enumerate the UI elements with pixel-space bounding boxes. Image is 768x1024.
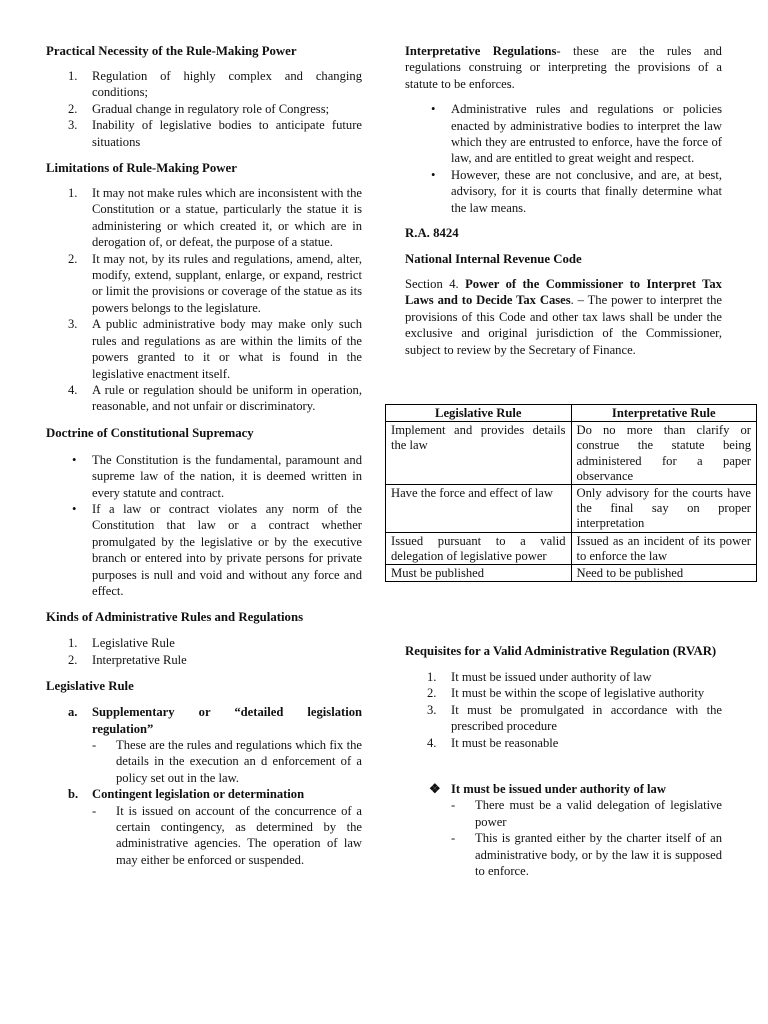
heading-constitutional-supremacy: Doctrine of Constitutional Supremacy bbox=[46, 425, 254, 440]
legislative-rule-a: a. Supplementary or “detailed legislation regulation” bbox=[68, 705, 362, 736]
kinds-list bbox=[46, 635, 362, 668]
heading-ra-8424: R.A. 8424 bbox=[405, 226, 459, 241]
heading-practical-necessity: Practical Necessity of the Rule-Making Power bbox=[46, 44, 297, 58]
table-row: Issued pursuant to a valid delegation of legislative power Issued as an incident of its power to enforce the law bbox=[386, 532, 757, 564]
list-item: 1. It must be issued under authority of law bbox=[427, 670, 652, 684]
practical-necessity-list bbox=[46, 68, 362, 150]
requisites-list bbox=[405, 669, 722, 751]
heading-nirc: National Internal Revenue Code bbox=[405, 252, 582, 267]
constitutional-supremacy-list bbox=[46, 452, 362, 600]
list-item: 4. A rule or regulation should be uniform in operation, reasonable, and not unfair or discriminatory. bbox=[68, 382, 362, 414]
bullet-icon: • bbox=[72, 501, 77, 516]
list-item: • Administrative rules and regulations or policies enacted by administrative bodies to interpret the law which they are entrusted to enforce, have the force of law, and are entitled to great weight and respect. bbox=[431, 102, 722, 166]
heading-requisites: Requisites for a Valid Administrative Regulation (RVAR) bbox=[405, 644, 717, 658]
interpretative-bullets bbox=[405, 101, 722, 216]
section-4-para: Section 4. Power of the Commissioner to Interpret Tax Laws and to Decide Tax Cases. – The power to interpret the provisions of this Code and other tax laws shall be under the exclusive and original jurisdiction of the Commissioner, subject to review by the Secretary of Finance. bbox=[405, 277, 723, 357]
list-item: 1. It may not make rules which are inconsistent with the Constitution or a statue, particularly the statue it is administering or which created it, or which are in derogation of, or defeat, the purpose of a statue. bbox=[68, 186, 362, 250]
table-header-row bbox=[386, 405, 757, 422]
list-item: 2. Interpretative Rule bbox=[68, 652, 187, 667]
legislative-rule-a-text: - These are the rules and regulations which fix the details in the execution an d enforcement of a policy set out in the law. bbox=[92, 738, 362, 785]
header-legislative-rule: Legislative Rule bbox=[386, 405, 572, 422]
legislative-rule-b-text: - It is issued on account of the concurrence of a certain contingency, as determined by the administrative agencies. The operation of law may either be enforced or suspended. bbox=[92, 803, 362, 867]
legislative-rule-b: b. Contingent legislation or determination bbox=[68, 787, 305, 802]
authority-dash-item: - There must be a valid delegation of legislative power bbox=[451, 798, 722, 829]
list-item: 3. It must be promulgated in accordance with the prescribed procedure bbox=[427, 702, 722, 734]
list-item: 4. It must be reasonable bbox=[427, 735, 559, 750]
list-item: 1. Regulation of highly complex and changing conditions; bbox=[68, 69, 362, 100]
left-column bbox=[46, 43, 362, 868]
limitations-list bbox=[46, 185, 362, 415]
list-item: 3. Inability of legislative bodies to anticipate future situations bbox=[68, 118, 362, 149]
bullet-icon: • bbox=[72, 452, 77, 467]
bullet-icon: • bbox=[431, 102, 436, 117]
list-item: 2. It must be within the scope of legislative authority bbox=[427, 686, 705, 701]
comparison-table bbox=[385, 404, 757, 582]
list-item: 3. A public administrative body may make only such rules and regulations as are within the limits of the powers granted to it or what is found in the legislative enactment itself. bbox=[68, 317, 362, 381]
authority-dash-item: - This is granted either by the charter itself of an administrative body, or by the law it is supposed to enforce. bbox=[451, 831, 722, 879]
interpretative-regulations-para: Interpretative Regulations- these are the rules and regulations construing or interpreting the provisions of a statute to be enforces. bbox=[405, 44, 722, 91]
list-item: 1. Legislative Rule bbox=[68, 636, 175, 651]
table-row: Have the force and effect of law Only advisory for the courts have the final say on proper interpretation bbox=[386, 485, 757, 533]
table-row: Must be published Need to be published bbox=[386, 565, 757, 582]
heading-legislative-rule: Legislative Rule bbox=[46, 679, 134, 694]
right-column bbox=[405, 43, 722, 358]
right-column-lower bbox=[405, 643, 722, 879]
authority-heading: ❖ It must be issued under authority of law bbox=[429, 781, 666, 797]
list-item: • If a law or contract violates any norm of the Constitution that law or a contract whether promulgated by the legislative or by the executive branch or entered into by private persons for private purposes is null and void and without any force and effect. bbox=[72, 501, 362, 598]
diamond-bullet-icon: ❖ bbox=[429, 781, 441, 797]
list-item: • The Constitution is the fundamental, paramount and supreme law of the nation, it is deemed written in every statute and contract. bbox=[72, 452, 362, 500]
list-item: 2. It may not, by its rules and regulations, amend, alter, modify, extend, supplant, enlarge, or expand, restrict or limit the provisions or coverage of the statue as its powers belongs to the legislature. bbox=[68, 251, 362, 315]
heading-limitations: Limitations of Rule-Making Power bbox=[46, 161, 237, 176]
list-item: • However, these are not conclusive, and are, at best, advisory, for it is courts that finally determine what the law means. bbox=[431, 167, 722, 215]
table-row: Implement and provides details the law Do no more than clarify or construe the statute being administered for a paper observance bbox=[386, 422, 757, 485]
heading-kinds: Kinds of Administrative Rules and Regulations bbox=[46, 610, 304, 625]
list-item: 2. Gradual change in regulatory role of Congress; bbox=[68, 101, 330, 116]
header-interpretative-rule: Interpretative Rule bbox=[571, 405, 757, 422]
bullet-icon: • bbox=[431, 167, 436, 182]
